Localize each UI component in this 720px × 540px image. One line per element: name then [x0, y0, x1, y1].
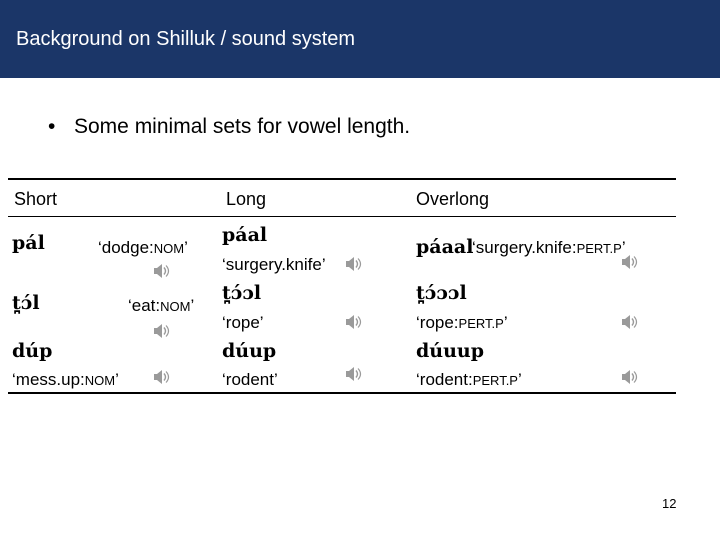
bullet-item	[48, 115, 410, 139]
word-long-1: páal	[222, 224, 268, 246]
column-header-overlong: Overlong	[416, 189, 490, 209]
table-header-rule	[8, 216, 676, 217]
word-overlong-2: t̪ɔ́ɔɔl	[416, 282, 467, 304]
gloss-long-2: ‘rope’	[222, 313, 264, 332]
speaker-icon[interactable]	[344, 365, 362, 383]
speaker-icon[interactable]	[152, 368, 170, 386]
gloss-long-1: ‘surgery.knife’	[222, 255, 326, 274]
word-long-3: dúup	[222, 340, 277, 362]
word-short-2: t̪ɔ́l	[12, 292, 40, 314]
word-overlong-3: dúuup	[416, 340, 485, 362]
gloss-long-3: ‘rodent’	[222, 370, 278, 389]
gloss-short-1: ‘dodge:NOM’	[98, 238, 188, 257]
word-short-3: dúp	[12, 340, 53, 362]
table-top-rule	[8, 178, 676, 180]
table-bottom-rule	[8, 392, 676, 394]
word-short-1: pál	[12, 232, 45, 254]
gloss-overlong-1: ‘surgery.knife:PERT.P’	[472, 238, 626, 257]
bullet-text: Some minimal sets for vowel length.	[74, 115, 411, 138]
gloss-short-3: ‘mess.up:NOM’	[12, 370, 119, 389]
page-number: 12	[662, 496, 677, 511]
speaker-icon[interactable]	[152, 322, 170, 340]
speaker-icon[interactable]	[152, 262, 170, 280]
column-header-long: Long	[226, 189, 267, 209]
gloss-overlong-3: ‘rodent:PERT.P’	[416, 370, 522, 389]
gloss-overlong-2: ‘rope:PERT.P’	[416, 313, 508, 332]
column-header-short: Short	[14, 189, 58, 209]
title-bar	[0, 0, 720, 78]
word-long-2: t̪ɔ́ɔl	[222, 282, 262, 304]
gloss-short-2: ‘eat:NOM’	[128, 296, 195, 315]
speaker-icon[interactable]	[344, 313, 362, 331]
speaker-icon[interactable]	[620, 368, 638, 386]
speaker-icon[interactable]	[620, 313, 638, 331]
slide-title: Background on Shilluk / sound system	[16, 28, 356, 50]
speaker-icon[interactable]	[344, 255, 362, 273]
word-overlong-1: páaal	[416, 236, 474, 258]
bullet-symbol: •	[48, 115, 56, 138]
speaker-icon[interactable]	[620, 253, 638, 271]
